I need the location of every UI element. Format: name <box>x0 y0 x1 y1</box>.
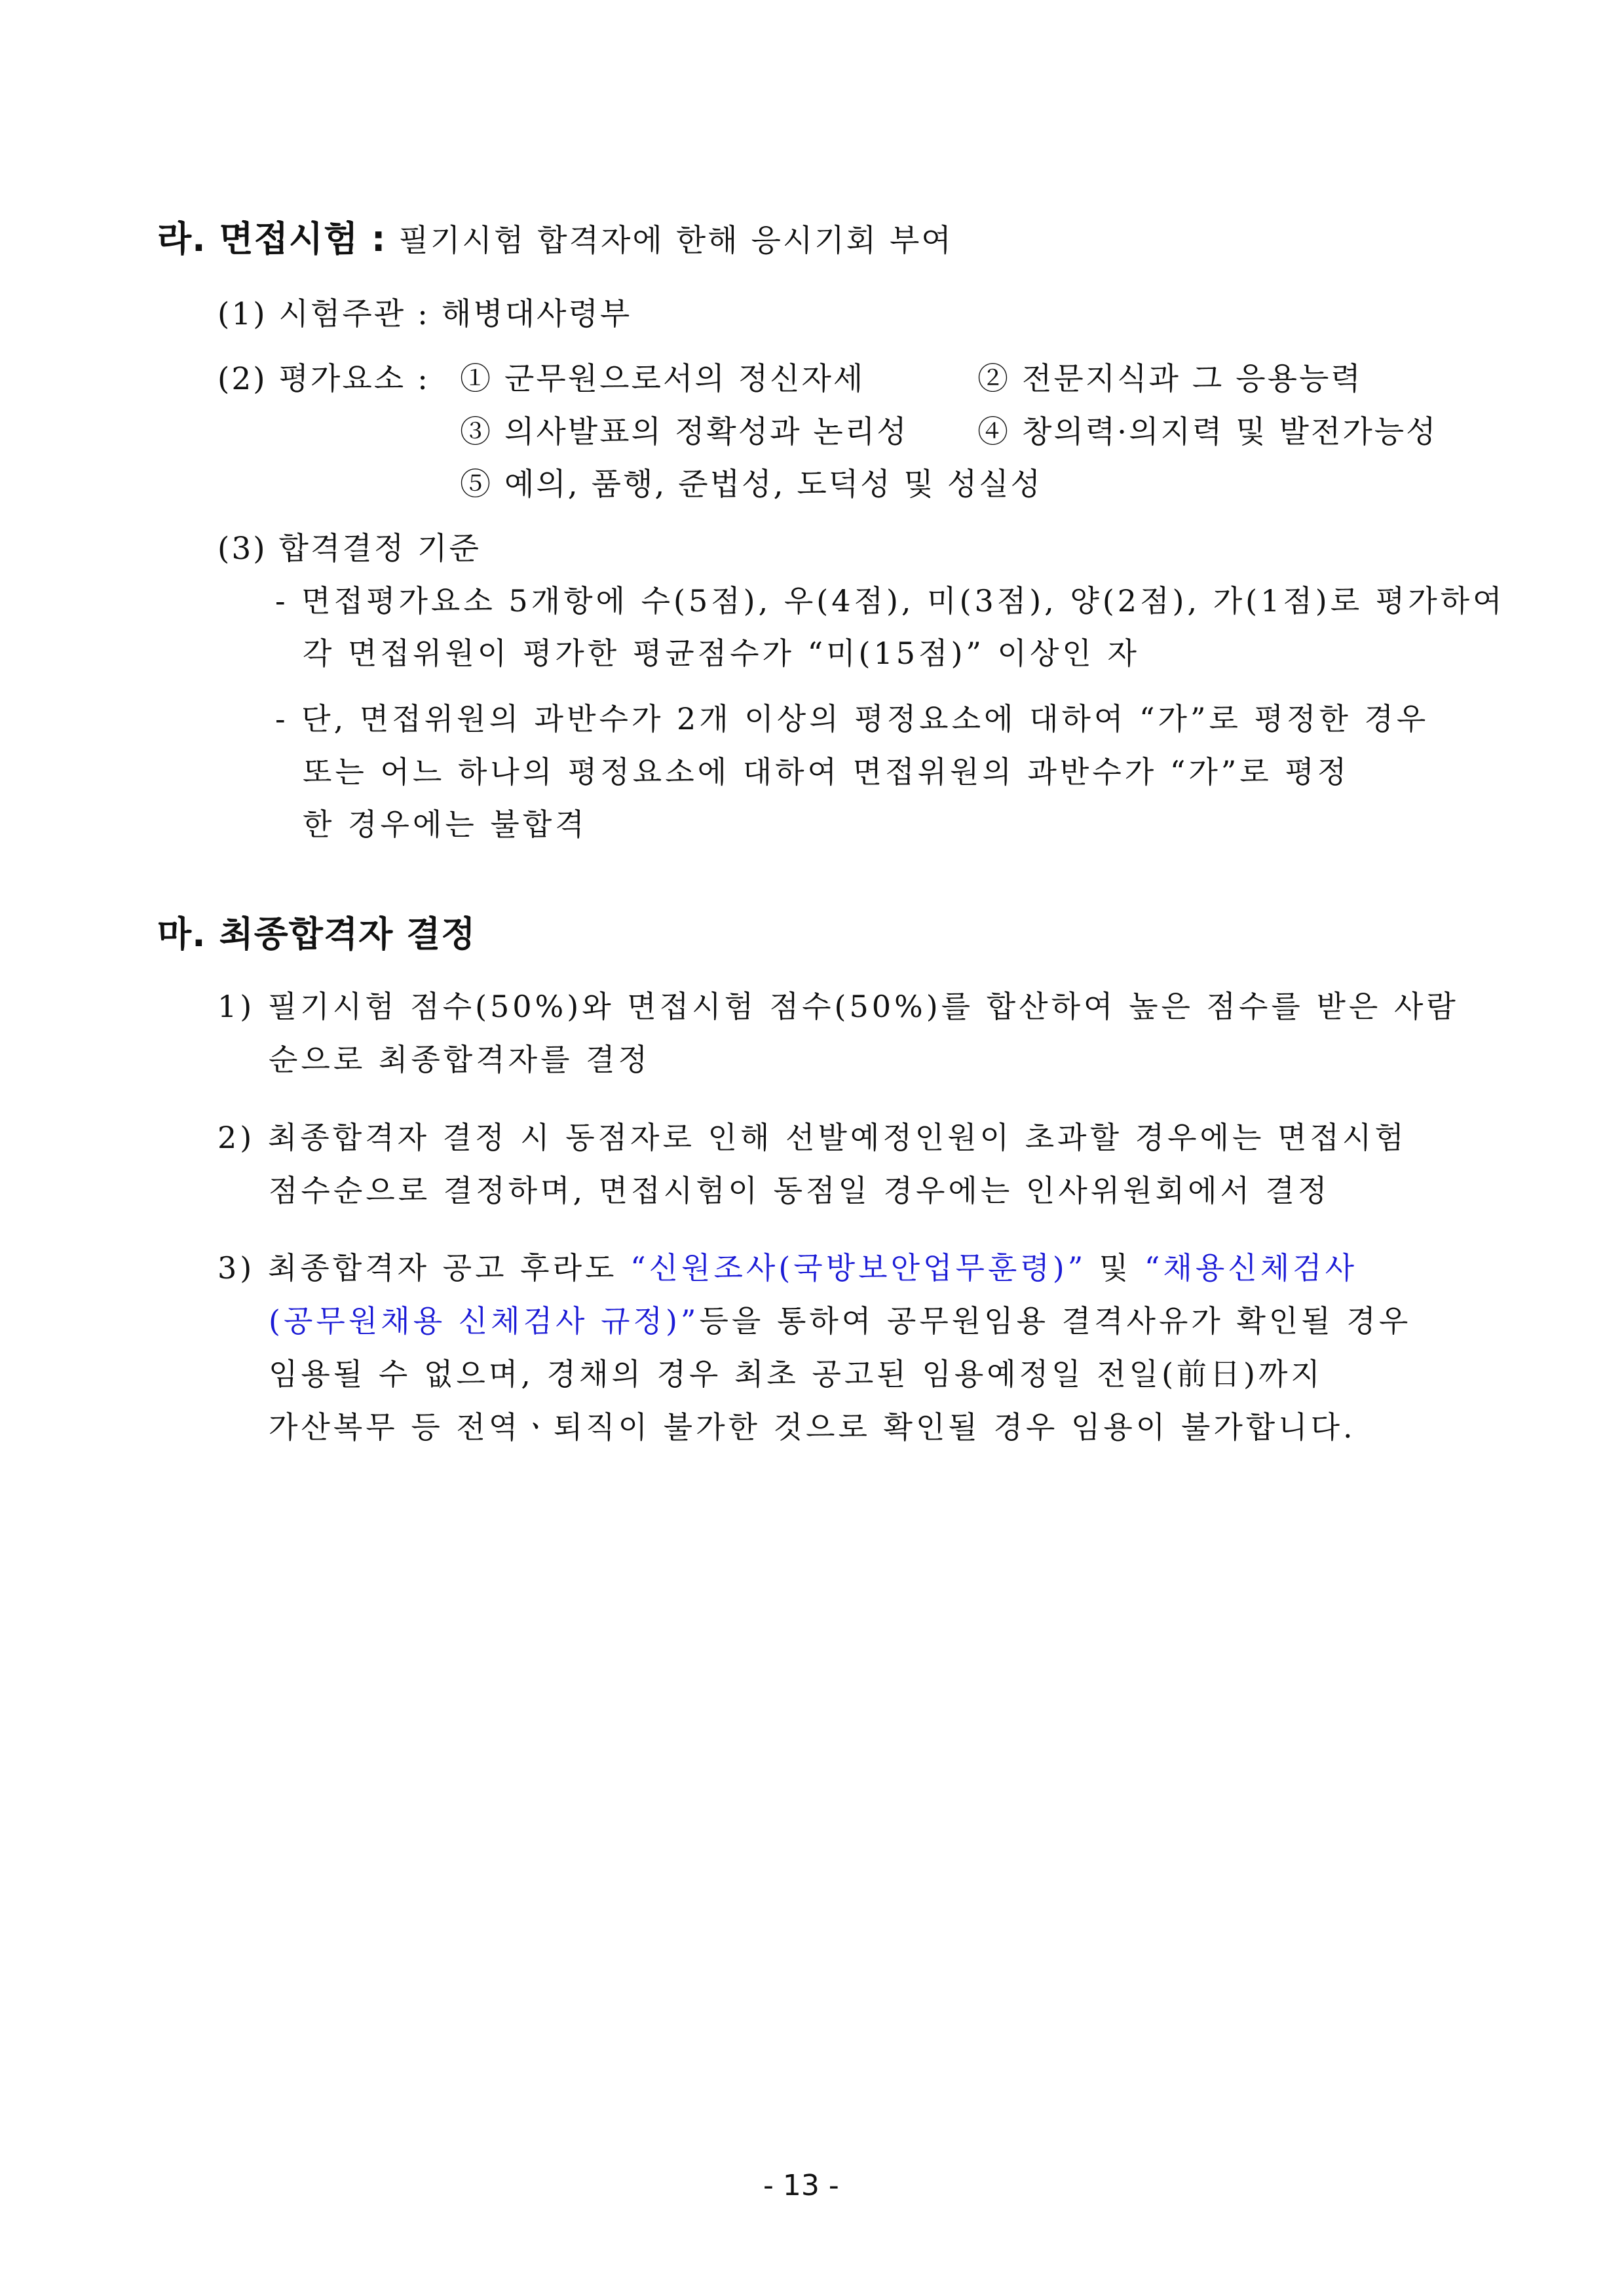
eval-factor-5: ⑤ 예의, 품행, 준법성, 도덕성 및 성실성 <box>460 467 1043 503</box>
criteria-bullet-2-line-1: - 단, 면접위원의 과반수가 2개 이상의 평정요소에 대하여 “가”로 평정한 경우 <box>275 701 1429 737</box>
criteria-bullet-2-line-3: 한 경우에는 불합격 <box>303 807 588 842</box>
item-exam-host: (1) 시험주관 : 해병대사령부 <box>217 296 632 332</box>
physical-exam-reference-start: “채용신체검사 <box>1144 1250 1358 1286</box>
eval-factor-4: ④ 창의력·의지력 및 발전가능성 <box>977 414 1438 450</box>
heading-description: 필기시험 합격자에 한해 응시기회 부여 <box>398 223 953 259</box>
final-item-3-text-a: 3) 최종합격자 공고 후라도 <box>217 1250 631 1286</box>
heading-text: 라. 면접시험 : <box>157 218 387 259</box>
final-item-3-line-2 <box>269 1297 1411 1341</box>
final-item-1-line-1: 1) 필기시험 점수(50%)와 면접시험 점수(50%)를 합산하여 높은 점수를 받은 사람 <box>217 989 1459 1024</box>
item-eval-label: (2) 평가요소 : <box>217 361 430 397</box>
eval-factor-1: ① 군무원으로서의 정신자세 <box>460 361 865 397</box>
section-heading-interview <box>157 211 953 261</box>
item-pass-criteria: (3) 합격결정 기준 <box>217 531 481 567</box>
final-item-1-line-2: 순으로 최종합격자를 결정 <box>269 1042 651 1077</box>
final-item-3-line-3: 임용될 수 없으며, 경채의 경우 최초 공고된 임용예정일 전일(前日)까지 <box>269 1356 1323 1392</box>
section-heading-final: 마. 최종합격자 결정 <box>157 913 476 955</box>
eval-factor-2: ② 전문지식과 그 응용능력 <box>977 361 1363 397</box>
final-item-3-text-c: 및 <box>1086 1250 1144 1286</box>
final-item-3-line-4: 가산복무 등 전역ㆍ퇴직이 불가한 것으로 확인될 경우 임용이 불가합니다. <box>269 1409 1356 1445</box>
final-item-3-text-e: 등을 통하여 공무원임용 결격사유가 확인될 경우 <box>699 1303 1412 1339</box>
page-number: - 13 - <box>763 2169 839 2202</box>
security-regulation-reference: “신원조사(국방보안업무훈령)” <box>630 1250 1087 1286</box>
criteria-bullet-2-line-2: 또는 어느 하나의 평정요소에 대하여 면접위원의 과반수가 “가”로 평정 <box>303 754 1350 790</box>
eval-factor-3: ③ 의사발표의 정확성과 논리성 <box>460 414 909 450</box>
final-item-2-line-1: 2) 최종합격자 결정 시 동점자로 인해 선발예정인원이 초과할 경우에는 면접시험 <box>217 1120 1407 1155</box>
criteria-bullet-1-line-1: - 면접평가요소 5개항에 수(5점), 우(4점), 미(3점), 양(2점), 가(1점)로 평가하여 <box>275 583 1505 619</box>
criteria-bullet-1-line-2: 각 면접위원이 평가한 평균점수가 “미(15점)” 이상인 자 <box>303 636 1140 671</box>
physical-exam-reference-end: (공무원채용 신체검사 규정)” <box>269 1303 700 1339</box>
final-item-2-line-2: 점수순으로 결정하며, 면접시험이 동점일 경우에는 인사위원회에서 결정 <box>269 1173 1331 1208</box>
final-item-3-line-1 <box>217 1244 1357 1288</box>
